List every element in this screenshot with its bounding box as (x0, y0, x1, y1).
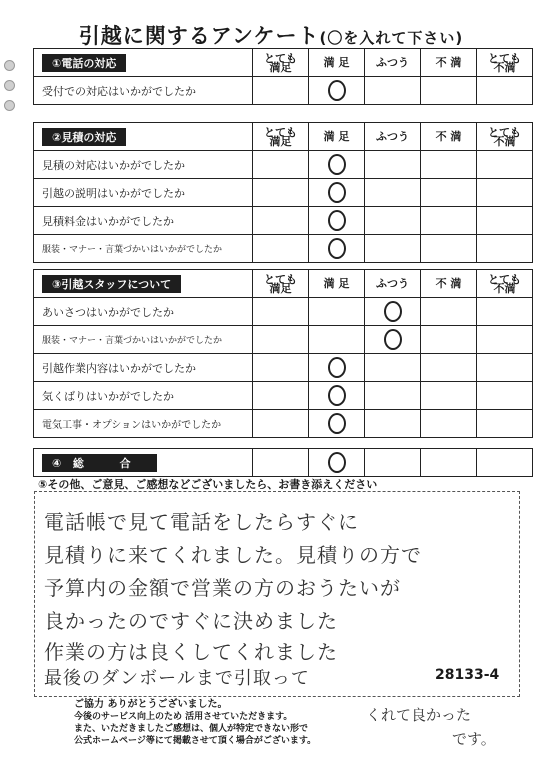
question-row (34, 151, 533, 179)
answer-circle (328, 357, 346, 378)
answer-circle (328, 154, 346, 175)
binder-hole (4, 100, 15, 111)
question-row (34, 382, 533, 410)
section-total (33, 448, 533, 477)
handwritten-footer: くれて良かった (366, 706, 472, 724)
answer-circle (328, 80, 346, 101)
question-row (34, 77, 533, 105)
answer-circle (328, 238, 346, 259)
total-label: 総 合 (72, 456, 147, 470)
col-very-dissatisfied: とても 不満 (477, 49, 533, 77)
section-header: ③引越スタッフについて (42, 275, 181, 293)
question-label: 受付での対応はいかがでしたか (34, 77, 253, 105)
section-staff (33, 269, 533, 438)
form-code: 28133-4 (435, 667, 500, 683)
answer-circle (328, 182, 346, 203)
question-label: 電気工事・オプションはいかがでしたか (34, 410, 253, 438)
handwritten-line: 作業の方は良くしてくれました (44, 640, 338, 664)
footer-note (74, 699, 316, 747)
col-normal: ふつう (365, 123, 421, 151)
section-header: ①電話の対応 (42, 54, 126, 72)
question-label: 服装・マナー・言葉づかいはいかがでしたか (34, 326, 253, 354)
question-label: 引越の説明はいかがでしたか (34, 179, 253, 207)
title-text: 引越に関するアンケート (78, 24, 320, 48)
handwritten-line: 電話帳で見て電話をしたらすぐに (44, 510, 359, 534)
question-row (34, 235, 533, 263)
question-label: 引越作業内容はいかがでしたか (34, 354, 253, 382)
question-row (34, 207, 533, 235)
title-note: (〇を入れて下さい) (319, 29, 464, 47)
total-number: ④ (52, 456, 62, 470)
handwritten-line: 予算内の金額で営業の方のおうたいが (44, 576, 401, 600)
footer-line: 今後のサービス向上のため 活用させていただきます。 (74, 712, 293, 722)
section-estimate (33, 122, 533, 263)
col-satisfied: 満 足 (309, 49, 365, 77)
col-very-satisfied: とても 満足 (253, 123, 309, 151)
question-label: 気くばりはいかがでしたか (34, 382, 253, 410)
section-telephone (33, 48, 533, 105)
handwritten-line: 最後のダンボールまで引取って (44, 668, 310, 689)
footer-line: また、いただきましたご感想は、個人が特定できない形で (74, 724, 309, 734)
question-row (34, 449, 533, 477)
section-header (42, 454, 157, 472)
answer-circle (328, 452, 346, 473)
col-very-dissatisfied: とても 不満 (477, 123, 533, 151)
question-row (34, 354, 533, 382)
binder-hole (4, 80, 15, 91)
section-header-cell (34, 49, 253, 77)
col-satisfied: 満 足 (309, 123, 365, 151)
col-very-satisfied: とても 満足 (253, 270, 309, 298)
col-normal: ふつう (365, 270, 421, 298)
question-row (34, 410, 533, 438)
answer-circle (328, 413, 346, 434)
col-very-satisfied: とても 満足 (253, 49, 309, 77)
question-row (34, 326, 533, 354)
question-row (34, 179, 533, 207)
section-header: ②見積の対応 (42, 128, 126, 146)
handwritten-footer: です。 (452, 730, 496, 748)
col-very-dissatisfied: とても 不満 (477, 270, 533, 298)
footer-line: ご協力 ありがとうございました。 (74, 699, 228, 710)
form-title (0, 20, 542, 50)
col-satisfied: 満 足 (309, 270, 365, 298)
col-dissatisfied: 不 満 (421, 270, 477, 298)
col-dissatisfied: 不 満 (421, 49, 477, 77)
answer-circle (384, 329, 402, 350)
answer-circle (328, 385, 346, 406)
question-label: 見積料金はいかがでしたか (34, 207, 253, 235)
question-label: 見積の対応はいかがでしたか (34, 151, 253, 179)
binder-hole (4, 60, 15, 71)
col-normal: ふつう (365, 49, 421, 77)
answer-circle (328, 210, 346, 231)
footer-line: 公式ホームページ等にて掲載させて頂く場合がございます。 (74, 736, 317, 746)
handwritten-line: 見積りに来てくれました。見積りの方で (44, 543, 422, 567)
question-label: あいさつはいかがでしたか (34, 298, 253, 326)
answer-circle (384, 301, 402, 322)
col-dissatisfied: 不 満 (421, 123, 477, 151)
question-label: 服装・マナー・言葉づかいはいかがでしたか (34, 235, 253, 263)
question-row (34, 298, 533, 326)
handwritten-line: 良かったのですぐに決めました (44, 609, 338, 633)
binder-holes (4, 60, 15, 120)
comment-label: ⑤その他、ご意見、ご感想などございましたら、お書き添えください (38, 478, 378, 491)
